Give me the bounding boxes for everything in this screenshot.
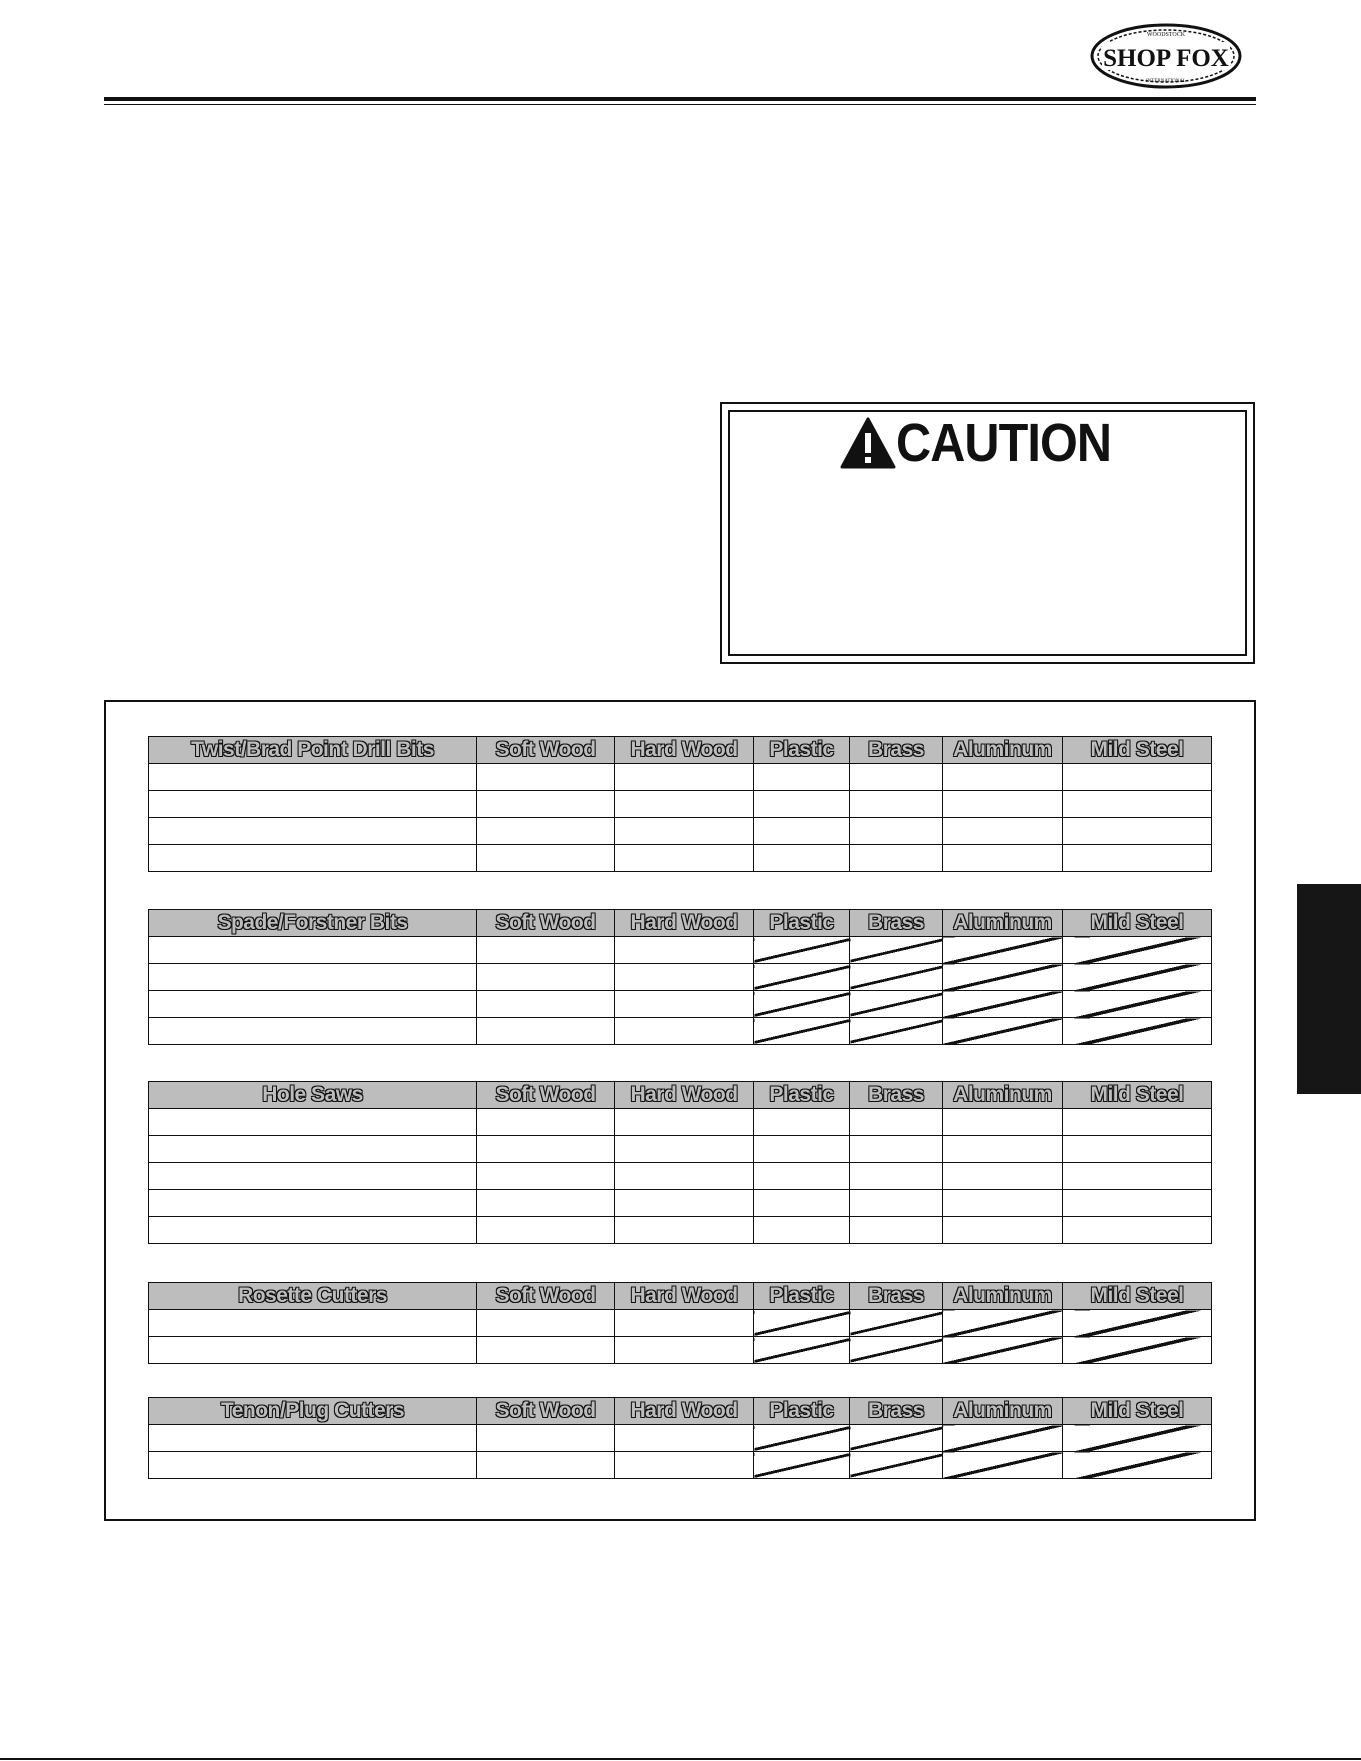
column-header: Soft Wood [477,1082,615,1109]
not-applicable-cell [754,1018,850,1045]
not-applicable-cell [754,1337,850,1364]
blank-speed-cell [615,1217,754,1244]
blank-speed-cell [850,764,943,791]
not-applicable-cell [943,991,1063,1018]
column-header: Brass [850,910,943,937]
not-applicable-cell [754,1425,850,1452]
blank-speed-cell [1063,1109,1212,1136]
blank-speed-cell [477,1190,615,1217]
column-header: Mild Steel [1063,737,1212,764]
speed-table-title: Rosette Cutters [149,1283,477,1310]
table-row [149,937,1212,964]
blank-speed-cell [615,1163,754,1190]
blank-speed-cell [615,791,754,818]
footer-rule [0,1758,1361,1760]
blank-speed-cell [943,1163,1063,1190]
not-applicable-cell [943,1337,1063,1364]
not-applicable-cell [1063,1018,1212,1045]
blank-speed-cell [943,1217,1063,1244]
blank-speed-cell [850,818,943,845]
table-row [149,1310,1212,1337]
table-row [149,1217,1212,1244]
not-applicable-cell [850,991,943,1018]
column-header: Hard Wood [615,1398,754,1425]
table-row [149,991,1212,1018]
not-applicable-cell [1063,1425,1212,1452]
table-row [149,964,1212,991]
blank-speed-cell [754,1136,850,1163]
column-header: Brass [850,1082,943,1109]
blank-speed-cell [943,1190,1063,1217]
speed-table [148,1397,1212,1479]
blank-speed-cell [615,1310,754,1337]
speed-table-title: Twist/Brad Point Drill Bits [149,737,477,764]
blank-speed-cell [149,764,477,791]
blank-speed-cell [1063,1136,1212,1163]
speed-table [148,909,1212,1045]
caution-box [720,402,1255,664]
blank-speed-cell [615,764,754,791]
blank-speed-cell [477,1109,615,1136]
blank-speed-cell [149,1310,477,1337]
blank-speed-cell [477,764,615,791]
column-header: Aluminum [943,1082,1063,1109]
blank-speed-cell [149,1018,477,1045]
blank-speed-cell [477,1217,615,1244]
not-applicable-cell [943,964,1063,991]
not-applicable-cell [850,1310,943,1337]
blank-speed-cell [754,764,850,791]
column-header: Plastic [754,1398,850,1425]
speed-table-title: Hole Saws [149,1082,477,1109]
blank-speed-cell [149,991,477,1018]
speed-table-header-row [149,737,1212,764]
table-row [149,1109,1212,1136]
column-header: Soft Wood [477,1283,615,1310]
table-row [149,1425,1212,1452]
not-applicable-cell [754,1310,850,1337]
blank-speed-cell [477,1310,615,1337]
not-applicable-cell [943,1452,1063,1479]
blank-speed-cell [615,991,754,1018]
blank-speed-cell [615,1337,754,1364]
column-header: Hard Wood [615,910,754,937]
blank-speed-cell [615,937,754,964]
caution-heading [722,412,1253,474]
blank-speed-cell [477,845,615,872]
column-header: Soft Wood [477,1398,615,1425]
column-header: Aluminum [943,1283,1063,1310]
not-applicable-cell [943,1310,1063,1337]
not-applicable-cell [754,1452,850,1479]
shop-fox-logo-icon [1088,22,1244,90]
not-applicable-cell [1063,1337,1212,1364]
column-header: Plastic [754,910,850,937]
table-row [149,1018,1212,1045]
blank-speed-cell [943,818,1063,845]
speed-table-header-row [149,1283,1212,1310]
not-applicable-cell [943,937,1063,964]
speed-table [148,736,1212,872]
blank-speed-cell [477,818,615,845]
blank-speed-cell [149,1337,477,1364]
blank-speed-cell [615,845,754,872]
table-row [149,1190,1212,1217]
blank-speed-cell [149,791,477,818]
blank-speed-cell [149,1136,477,1163]
table-row [149,845,1212,872]
blank-speed-cell [149,1109,477,1136]
not-applicable-cell [1063,937,1212,964]
caution-title: CAUTION [896,413,1112,473]
blank-speed-cell [754,1109,850,1136]
column-header: Brass [850,737,943,764]
blank-speed-cell [943,764,1063,791]
column-header: Hard Wood [615,1082,754,1109]
speed-table-title: Tenon/Plug Cutters [149,1398,477,1425]
column-header: Mild Steel [1063,910,1212,937]
speed-table-title: Spade/Forstner Bits [149,910,477,937]
blank-speed-cell [754,845,850,872]
column-header: Plastic [754,737,850,764]
speed-table [148,1081,1212,1244]
blank-speed-cell [477,964,615,991]
blank-speed-cell [477,1337,615,1364]
blank-speed-cell [615,1109,754,1136]
table-row [149,1136,1212,1163]
blank-speed-cell [754,1190,850,1217]
blank-speed-cell [149,1163,477,1190]
logo-bottom-text: INTERNATIONAL [1146,79,1186,84]
column-header: Hard Wood [615,1283,754,1310]
blank-speed-cell [477,937,615,964]
not-applicable-cell [850,937,943,964]
blank-speed-cell [477,1018,615,1045]
blank-speed-cell [1063,764,1212,791]
not-applicable-cell [1063,991,1212,1018]
blank-speed-cell [615,964,754,991]
blank-speed-cell [754,818,850,845]
blank-speed-cell [754,791,850,818]
not-applicable-cell [850,1425,943,1452]
header-rule-thin [104,104,1256,105]
column-header: Aluminum [943,910,1063,937]
column-header: Mild Steel [1063,1082,1212,1109]
blank-speed-cell [477,1163,615,1190]
blank-speed-cell [477,991,615,1018]
logo-top-text: WOODSTOCK [1146,32,1186,38]
blank-speed-cell [149,937,477,964]
not-applicable-cell [754,991,850,1018]
blank-speed-cell [149,1425,477,1452]
blank-speed-cell [149,1190,477,1217]
section-side-tab [1297,884,1361,1094]
table-row [149,791,1212,818]
blank-speed-cell [943,791,1063,818]
header-rule-thick [104,97,1256,101]
column-header: Soft Wood [477,910,615,937]
table-row [149,1163,1212,1190]
not-applicable-cell [850,1018,943,1045]
logo-text: SHOP FOX [1103,45,1229,72]
blank-speed-cell [615,1452,754,1479]
blank-speed-cell [1063,791,1212,818]
blank-speed-cell [1063,818,1212,845]
blank-speed-cell [850,1163,943,1190]
blank-speed-cell [1063,845,1212,872]
not-applicable-cell [1063,1310,1212,1337]
not-applicable-cell [850,1452,943,1479]
column-header: Brass [850,1398,943,1425]
blank-speed-cell [615,1136,754,1163]
blank-speed-cell [477,791,615,818]
blank-speed-cell [850,1109,943,1136]
blank-speed-cell [943,1136,1063,1163]
column-header: Soft Wood [477,737,615,764]
warning-triangle-icon [840,417,896,469]
blank-speed-cell [943,845,1063,872]
blank-speed-cell [850,1136,943,1163]
blank-speed-cell [615,1190,754,1217]
column-header: Brass [850,1283,943,1310]
not-applicable-cell [850,1337,943,1364]
column-header: Aluminum [943,1398,1063,1425]
speed-table-header-row [149,1398,1212,1425]
not-applicable-cell [1063,1452,1212,1479]
blank-speed-cell [615,1425,754,1452]
blank-speed-cell [477,1425,615,1452]
blank-speed-cell [754,1217,850,1244]
not-applicable-cell [754,937,850,964]
blank-speed-cell [943,1109,1063,1136]
table-row [149,764,1212,791]
shop-fox-logo [1088,22,1244,90]
blank-speed-cell [477,1136,615,1163]
speed-table-header-row [149,910,1212,937]
not-applicable-cell [850,964,943,991]
not-applicable-cell [943,1425,1063,1452]
blank-speed-cell [149,1217,477,1244]
blank-speed-cell [850,845,943,872]
column-header: Plastic [754,1082,850,1109]
blank-speed-cell [1063,1190,1212,1217]
column-header: Plastic [754,1283,850,1310]
blank-speed-cell [1063,1217,1212,1244]
not-applicable-cell [1063,964,1212,991]
table-row [149,818,1212,845]
blank-speed-cell [754,1163,850,1190]
not-applicable-cell [754,964,850,991]
blank-speed-cell [850,791,943,818]
column-header: Aluminum [943,737,1063,764]
column-header: Hard Wood [615,737,754,764]
blank-speed-cell [149,818,477,845]
blank-speed-cell [850,1217,943,1244]
not-applicable-cell [943,1018,1063,1045]
blank-speed-cell [149,845,477,872]
column-header: Mild Steel [1063,1398,1212,1425]
speed-table-header-row [149,1082,1212,1109]
blank-speed-cell [149,1452,477,1479]
speed-table [148,1282,1212,1364]
blank-speed-cell [477,1452,615,1479]
table-row [149,1337,1212,1364]
blank-speed-cell [615,818,754,845]
blank-speed-cell [850,1190,943,1217]
blank-speed-cell [615,1018,754,1045]
blank-speed-cell [1063,1163,1212,1190]
blank-speed-cell [149,964,477,991]
column-header: Mild Steel [1063,1283,1212,1310]
table-row [149,1452,1212,1479]
